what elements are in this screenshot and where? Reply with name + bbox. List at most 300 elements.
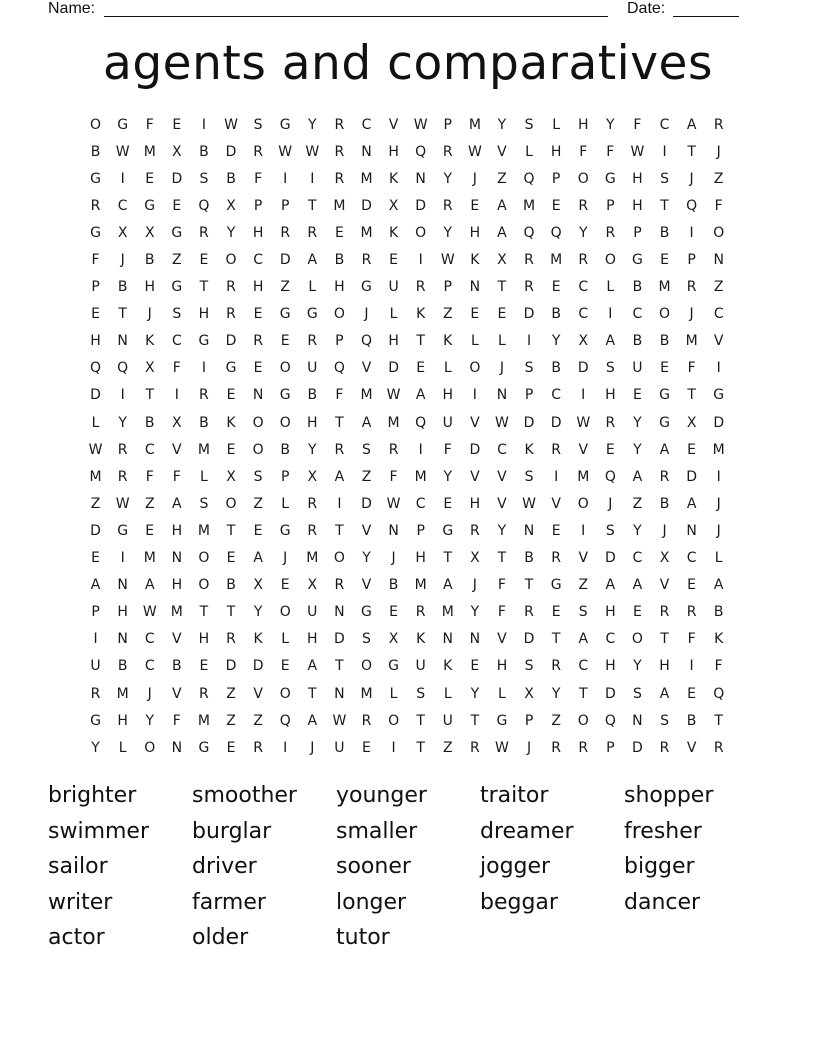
grid-letter: G (442, 522, 454, 539)
grid-letter: G (604, 170, 616, 187)
grid-letter: D (225, 333, 237, 350)
grid-letter: A (605, 577, 616, 594)
word-list-item: sooner (336, 854, 411, 879)
grid-letter: X (578, 333, 589, 350)
word-list-item: smoother (192, 783, 297, 808)
grid-letter: C (253, 252, 263, 269)
grid-letter: F (172, 360, 181, 377)
grid-letter: M (712, 441, 725, 458)
grid-letter: O (577, 170, 589, 187)
grid-letter: Z (632, 495, 643, 512)
grid-letter: P (335, 333, 344, 350)
grid-letter: O (659, 306, 671, 323)
grid-letter: Y (633, 658, 642, 675)
grid-letter: R (713, 739, 724, 756)
grid-letter: A (686, 116, 697, 133)
grid-letter: H (307, 631, 318, 648)
grid-letter: A (253, 550, 263, 567)
grid-letter: J (689, 170, 694, 187)
grid-letter: L (606, 279, 615, 296)
grid-letter: K (524, 441, 534, 458)
grid-letter: Y (443, 170, 453, 187)
grid-letter: T (497, 550, 507, 567)
grid-letter: Y (443, 468, 453, 485)
grid-letter: X (524, 685, 534, 702)
grid-letter: I (283, 739, 288, 756)
grid-letter: I (201, 360, 206, 377)
grid-letter: E (226, 550, 236, 567)
word-list-item: beggar (480, 889, 558, 915)
grid-letter: B (551, 360, 561, 377)
grid-letter: E (687, 685, 697, 702)
grid-letter: S (605, 522, 615, 539)
grid-letter: A (415, 387, 426, 404)
grid-letter: F (606, 143, 615, 160)
grid-letter: Q (415, 143, 427, 160)
grid-letter: E (632, 604, 642, 621)
grid-letter: S (524, 468, 534, 485)
grid-letter: T (199, 279, 209, 296)
letter-grid (82, 111, 732, 761)
grid-letter: A (578, 631, 589, 648)
grid-letter: L (525, 143, 533, 160)
grid-letter: H (171, 577, 183, 594)
grid-letter: B (144, 414, 155, 431)
grid-letter: E (226, 441, 236, 458)
grid-letter: P (606, 197, 615, 214)
grid-letter: B (117, 279, 128, 296)
grid-letter: V (361, 522, 372, 539)
grid-letter: B (144, 252, 155, 269)
grid-letter: E (416, 360, 426, 377)
grid-letter: A (442, 577, 453, 594)
grid-letter: Y (633, 414, 642, 431)
grid-letter: O (279, 360, 291, 377)
grid-letter: Q (117, 360, 129, 377)
grid-letter: M (414, 468, 427, 485)
grid-letter: L (308, 279, 317, 296)
grid-letter: I (337, 495, 342, 512)
grid-letter: G (279, 306, 291, 323)
grid-letter: O (388, 712, 400, 729)
grid-letter: X (388, 631, 399, 648)
grid-letter: N (686, 522, 697, 539)
grid-letter: B (307, 387, 318, 404)
grid-letter: X (388, 197, 399, 214)
grid-letter: J (689, 306, 694, 323)
grid-letter: H (307, 414, 318, 431)
grid-letter: J (283, 550, 288, 567)
grid-letter: K (443, 658, 453, 675)
grid-letter: T (416, 333, 425, 350)
grid-letter: N (171, 739, 183, 756)
grid-letter: N (496, 387, 508, 404)
grid-letter: M (170, 604, 183, 621)
grid-letter: I (472, 387, 477, 404)
grid-letter: V (497, 495, 507, 512)
word-list-item: bigger (624, 854, 695, 879)
grid-letter: I (689, 224, 694, 241)
grid-letter: C (144, 441, 155, 458)
grid-letter: Y (551, 333, 561, 350)
grid-letter: V (578, 441, 589, 458)
grid-letter: R (334, 441, 345, 458)
grid-letter: B (117, 658, 128, 675)
name-blank-line (104, 16, 608, 17)
grid-letter: S (362, 631, 371, 648)
grid-letter: B (632, 333, 643, 350)
grid-letter: N (469, 279, 481, 296)
grid-letter: J (526, 739, 532, 756)
grid-letter: W (576, 414, 591, 431)
grid-letter: R (686, 604, 697, 621)
grid-letter: C (713, 306, 724, 323)
grid-letter: R (199, 224, 209, 241)
grid-letter: N (171, 550, 183, 567)
grid-letter: T (551, 631, 561, 648)
grid-letter: H (198, 631, 210, 648)
grid-letter: J (391, 550, 396, 567)
grid-letter: G (198, 739, 210, 756)
grid-letter: D (523, 306, 535, 323)
grid-letter: M (197, 522, 210, 539)
grid-letter: J (147, 685, 152, 702)
grid-letter: M (143, 550, 156, 567)
grid-letter: E (551, 522, 561, 539)
word-list-item: farmer (192, 889, 266, 915)
grid-letter: S (578, 604, 588, 621)
grid-letter: B (199, 414, 209, 431)
grid-letter: W (305, 143, 320, 160)
grid-letter: Y (253, 604, 263, 621)
grid-letter: E (226, 739, 236, 756)
grid-letter: Z (280, 279, 290, 296)
grid-letter: D (171, 170, 183, 187)
grid-letter: V (388, 116, 399, 133)
grid-letter: Y (578, 224, 588, 241)
grid-letter: X (144, 360, 155, 377)
grid-letter: Y (443, 224, 453, 241)
grid-letter: H (496, 658, 508, 675)
grid-letter: H (388, 143, 399, 160)
grid-letter: D (361, 197, 372, 214)
grid-letter: W (386, 387, 401, 404)
grid-letter: V (361, 577, 372, 594)
grid-letter: U (90, 658, 101, 675)
grid-letter: O (577, 712, 589, 729)
grid-letter: W (224, 116, 238, 133)
grid-letter: K (470, 252, 480, 269)
grid-letter: F (172, 712, 181, 729)
grid-letter: Z (578, 577, 589, 594)
grid-letter: L (443, 685, 452, 702)
grid-letter: T (524, 577, 534, 594)
grid-letter: Q (415, 414, 427, 431)
grid-letter: Q (713, 685, 725, 702)
grid-letter: M (523, 197, 536, 214)
grid-letter: B (334, 252, 345, 269)
grid-letter: R (226, 631, 236, 648)
grid-letter: T (443, 550, 453, 567)
grid-letter: H (442, 387, 454, 404)
grid-letter: R (713, 116, 724, 133)
grid-letter: A (659, 685, 670, 702)
grid-letter: J (716, 522, 721, 539)
grid-letter: Q (550, 224, 562, 241)
grid-letter: Z (497, 170, 507, 187)
grid-letter: S (362, 441, 371, 458)
grid-letter: H (550, 143, 562, 160)
grid-letter: Q (198, 197, 210, 214)
grid-letter: G (659, 387, 670, 404)
grid-letter: N (117, 333, 128, 350)
grid-letter: R (469, 522, 480, 539)
grid-letter: S (632, 685, 642, 702)
grid-letter: B (632, 279, 643, 296)
grid-letter: M (197, 441, 210, 458)
grid-letter: C (632, 550, 643, 567)
grid-letter: S (172, 306, 182, 323)
grid-letter: I (716, 468, 721, 485)
grid-letter: A (144, 577, 155, 594)
grid-letter: R (307, 333, 318, 350)
grid-letter: S (524, 658, 534, 675)
grid-letter: K (388, 224, 399, 241)
grid-letter: D (550, 414, 562, 431)
grid-letter: B (90, 143, 101, 160)
grid-letter: T (470, 712, 480, 729)
grid-letter: F (172, 468, 181, 485)
grid-letter: G (90, 224, 101, 241)
word-list-item: fresher (624, 818, 702, 844)
grid-letter: T (226, 604, 236, 621)
grid-letter: O (198, 577, 210, 594)
grid-letter: W (413, 116, 428, 133)
grid-letter: V (497, 631, 507, 648)
grid-letter: T (578, 685, 588, 702)
grid-letter: Z (551, 712, 561, 729)
grid-letter: F (497, 604, 506, 621)
grid-letter: P (443, 279, 452, 296)
word-list-item: sailor (48, 854, 108, 879)
grid-letter: Z (226, 712, 236, 729)
grid-letter: W (142, 604, 157, 621)
grid-letter: Z (172, 252, 182, 269)
grid-letter: G (279, 116, 291, 133)
grid-letter: T (687, 143, 696, 160)
grid-letter: I (662, 143, 667, 160)
grid-letter: H (117, 712, 128, 729)
grid-letter: W (332, 712, 347, 729)
grid-letter: W (630, 143, 645, 160)
grid-letter: G (279, 522, 291, 539)
grid-letter: V (470, 468, 480, 485)
grid-letter: Q (523, 170, 535, 187)
grid-letter: C (144, 658, 155, 675)
grid-letter: H (659, 658, 670, 675)
grid-letter: J (310, 739, 315, 756)
grid-letter: B (713, 604, 724, 621)
grid-letter: C (578, 306, 589, 323)
grid-letter: Z (144, 495, 155, 512)
grid-letter: N (469, 631, 481, 648)
grid-letter: K (714, 631, 724, 648)
grid-letter: E (334, 224, 344, 241)
grid-letter: A (307, 252, 318, 269)
grid-letter: H (415, 550, 426, 567)
grid-letter: T (199, 604, 209, 621)
grid-letter: P (280, 468, 290, 485)
grid-letter: P (253, 197, 263, 214)
grid-letter: C (551, 387, 562, 404)
grid-letter: N (117, 577, 128, 594)
grid-letter: Q (279, 712, 291, 729)
grid-letter: H (469, 495, 481, 512)
grid-letter: D (90, 522, 101, 539)
grid-letter: R (551, 658, 561, 675)
grid-letter: D (469, 441, 481, 458)
grid-letter: L (470, 333, 479, 350)
grid-letter: R (388, 441, 399, 458)
grid-letter: E (172, 197, 182, 214)
grid-letter: Q (523, 224, 535, 241)
grid-letter: R (551, 739, 561, 756)
grid-letter: G (144, 197, 156, 214)
grid-letter: I (310, 170, 315, 187)
grid-letter: E (497, 306, 507, 323)
grid-letter: T (335, 414, 344, 431)
grid-letter: D (334, 631, 345, 648)
grid-letter: W (467, 143, 482, 160)
grid-letter: U (442, 414, 453, 431)
grid-letter: P (524, 387, 534, 404)
grid-letter: G (659, 414, 670, 431)
grid-letter: P (551, 170, 561, 187)
word-list-item: longer (336, 889, 407, 915)
grid-letter: P (443, 116, 452, 133)
grid-letter: X (226, 468, 236, 485)
grid-letter: F (633, 116, 642, 133)
grid-letter: Y (226, 224, 236, 241)
grid-letter: R (280, 224, 291, 241)
grid-letter: O (279, 685, 291, 702)
grid-letter: Y (497, 522, 507, 539)
grid-letter: X (117, 224, 128, 241)
grid-letter: G (90, 712, 101, 729)
grid-letter: I (526, 333, 532, 350)
grid-letter: L (281, 495, 290, 512)
grid-letter: R (551, 550, 561, 567)
grid-letter: V (172, 685, 182, 702)
word-list-item: younger (336, 783, 427, 808)
grid-letter: F (91, 252, 100, 269)
grid-letter: J (120, 252, 125, 269)
name-label: Name: (48, 0, 96, 17)
grid-letter: B (226, 170, 236, 187)
grid-letter: R (659, 604, 670, 621)
grid-letter: O (469, 360, 481, 377)
grid-letter: Y (308, 441, 317, 458)
grid-letter: F (687, 631, 696, 648)
grid-letter: D (604, 550, 616, 567)
grid-letter: S (605, 360, 615, 377)
grid-letter: E (389, 604, 398, 621)
grid-letter: E (145, 522, 155, 539)
grid-letter: Q (360, 333, 372, 350)
grid-letter: L (498, 685, 506, 702)
grid-letter: U (442, 712, 453, 729)
date-label: Date: (627, 0, 666, 17)
grid-letter: M (685, 333, 698, 350)
grid-letter: Y (470, 685, 480, 702)
grid-letter: R (578, 252, 589, 269)
grid-letter: T (714, 712, 723, 729)
grid-letter: A (172, 495, 182, 512)
grid-letter: H (252, 224, 264, 241)
grid-letter: R (469, 739, 480, 756)
grid-letter: Y (470, 604, 480, 621)
grid-letter: G (225, 360, 237, 377)
header-line (48, 0, 748, 20)
grid-letter: N (117, 631, 128, 648)
grid-letter: K (253, 631, 263, 648)
grid-letter: E (226, 387, 236, 404)
grid-letter: D (713, 414, 725, 431)
grid-letter: R (226, 306, 236, 323)
grid-letter: X (253, 577, 263, 594)
grid-letter: B (172, 658, 182, 675)
grid-letter: M (360, 685, 373, 702)
grid-letter: H (388, 333, 399, 350)
grid-letter: W (495, 414, 509, 431)
grid-letter: X (172, 414, 182, 431)
grid-letter: R (415, 279, 426, 296)
grid-letter: C (497, 441, 507, 458)
grid-letter: H (605, 387, 616, 404)
grid-letter: P (416, 522, 425, 539)
grid-letter: E (470, 197, 480, 214)
grid-letter: R (524, 604, 534, 621)
grid-letter: I (418, 252, 423, 269)
grid-letter: M (658, 279, 671, 296)
grid-letter: A (497, 197, 507, 214)
grid-letter: L (498, 333, 506, 350)
word-list-item: driver (192, 854, 257, 879)
grid-letter: D (523, 414, 535, 431)
word-list-item: dancer (624, 889, 701, 915)
grid-letter: M (306, 550, 319, 567)
grid-letter: D (90, 387, 101, 404)
grid-letter: T (226, 522, 236, 539)
grid-letter: B (280, 441, 290, 458)
grid-letter: X (307, 468, 318, 485)
grid-letter: S (660, 170, 669, 187)
grid-letter: M (360, 224, 373, 241)
grid-letter: R (307, 495, 318, 512)
grid-letter: H (577, 116, 589, 133)
grid-letter: M (414, 577, 427, 594)
grid-letter: W (115, 495, 130, 512)
grid-letter: W (88, 441, 103, 458)
grid-letter: J (472, 577, 477, 594)
grid-letter: B (388, 577, 399, 594)
grid-letter: W (495, 739, 509, 756)
grid-letter: W (386, 495, 401, 512)
grid-letter: M (116, 685, 129, 702)
grid-letter: D (523, 631, 535, 648)
grid-letter: G (388, 658, 399, 675)
grid-letter: N (252, 387, 264, 404)
